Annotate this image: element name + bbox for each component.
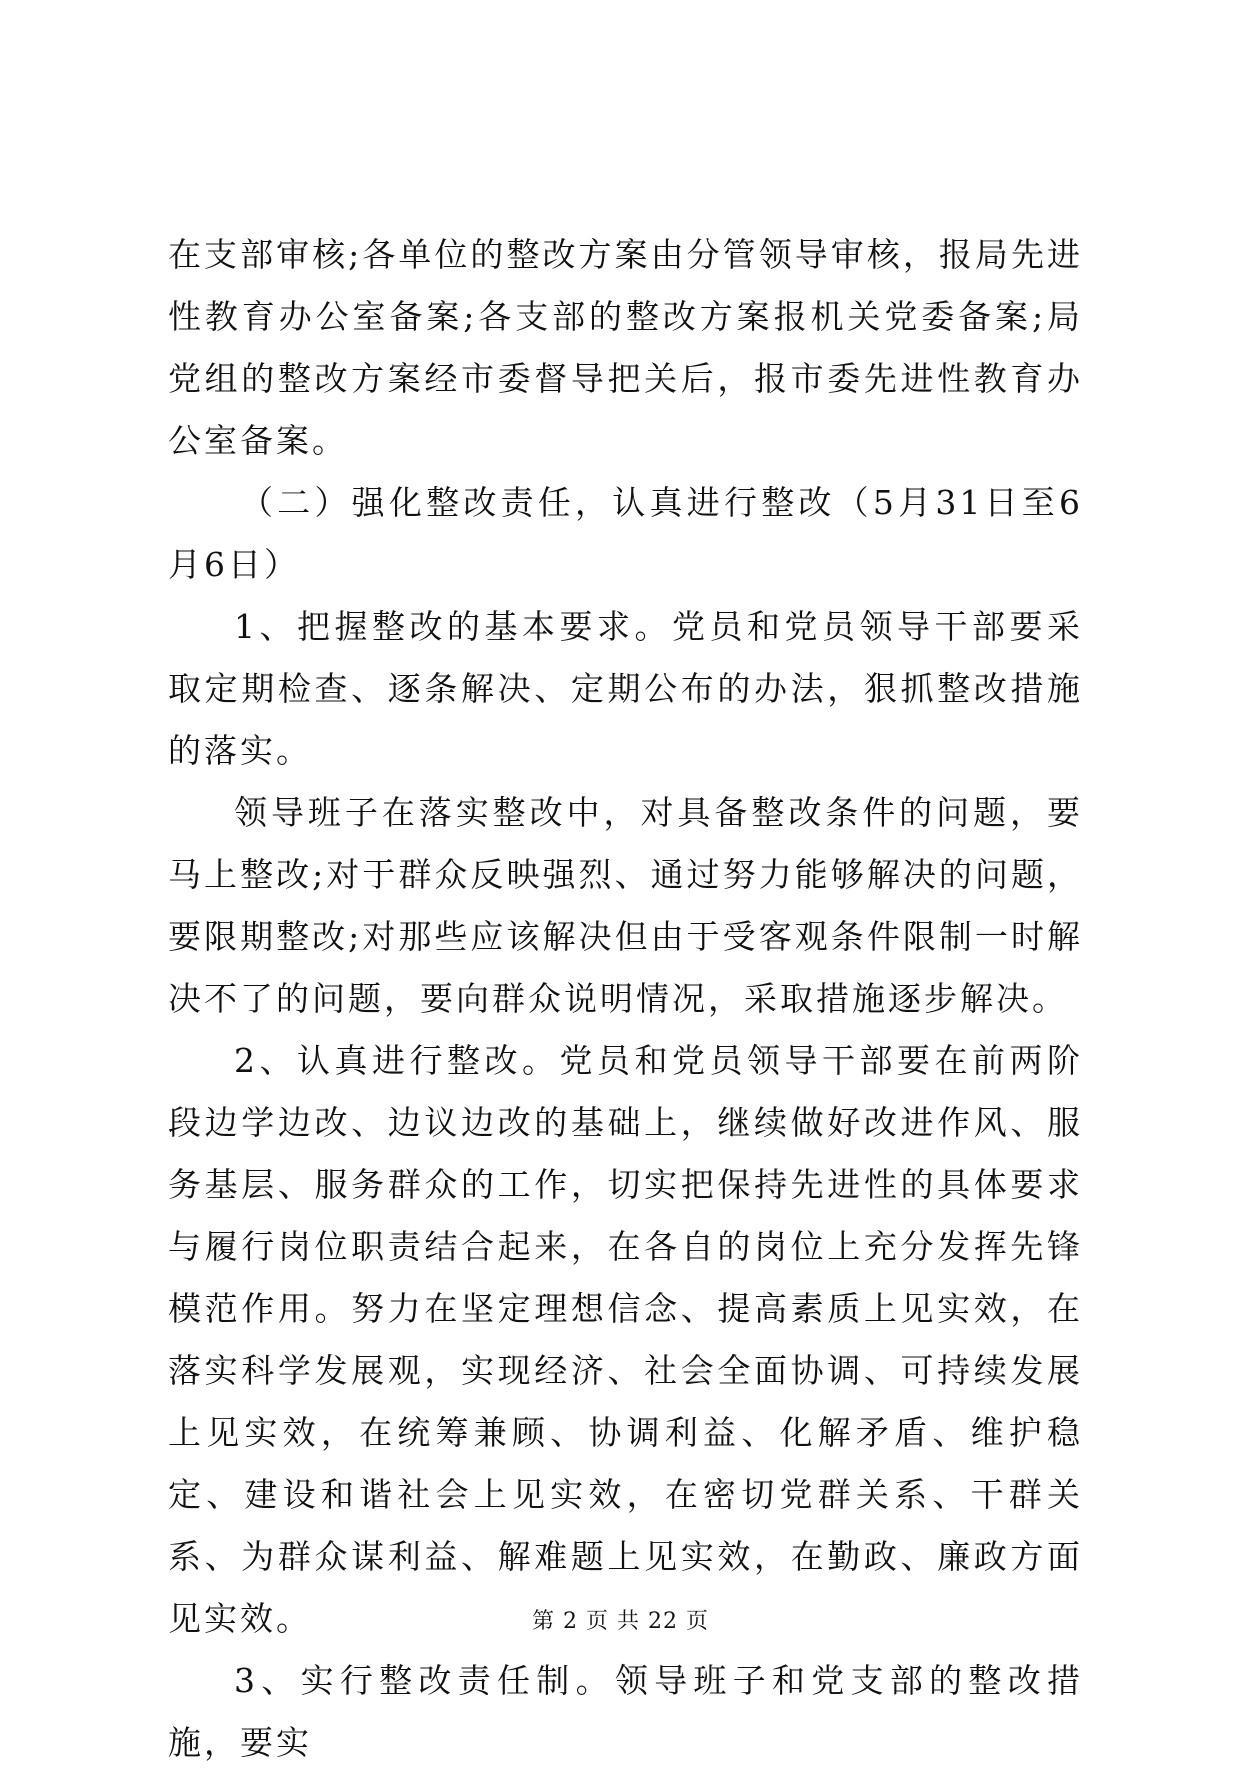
document-body <box>168 224 1083 1774</box>
paragraph-item-1: 1、把握整改的基本要求。党员和党员领导干部要采取定期检查、逐条解决、定期公布的办法，狠抓整改措施的落实。 <box>168 607 1083 770</box>
section-heading: （二）强化整改责任，认真进行整改（5月31日至6月6日） <box>168 483 1083 584</box>
paragraph-leadership: 领导班子在落实整改中，对具备整改条件的问题，要马上整改;对于群众反映强烈、通过努力能够解决的问题，要限期整改;对那些应该解决但由于受客观条件限制一时解决不了的问题，要向群众说明情况，采取措施逐步解决。 <box>168 793 1083 1018</box>
paragraph-continuation: 在支部审核;各单位的整改方案由分管领导审核，报局先进性教育办公室备案;各支部的整改方案报机关党委备案;局党组的整改方案经市委督导把关后，报市委先进性教育办公室备案。 <box>168 235 1083 460</box>
page-number-footer: 第 2 页 共 22 页 <box>532 1609 709 1634</box>
paragraph-item-2: 2、认真进行整改。党员和党员领导干部要在前两阶段边学边改、边议边改的基础上，继续做好改进作风、服务基层、服务群众的工作，切实把保持先进性的具体要求与履行岗位职责结合起来，在各自的岗位上充分发挥先锋模范作用。努力在坚定理想信念、提高素质上见实效，在落实科学发展观，实现经济、社会全面协调、可持续发展上见实效，在统筹兼顾、协调利益、化解矛盾、维护稳定、建设和谐社会上见实效，在密切党群关系、干群关系、为群众谋利益、解难题上见实效，在勤政、廉政方面见实效。 <box>168 1041 1083 1638</box>
paragraph-item-3: 3、实行整改责任制。领导班子和党支部的整改措施，要实 <box>168 1661 1083 1762</box>
